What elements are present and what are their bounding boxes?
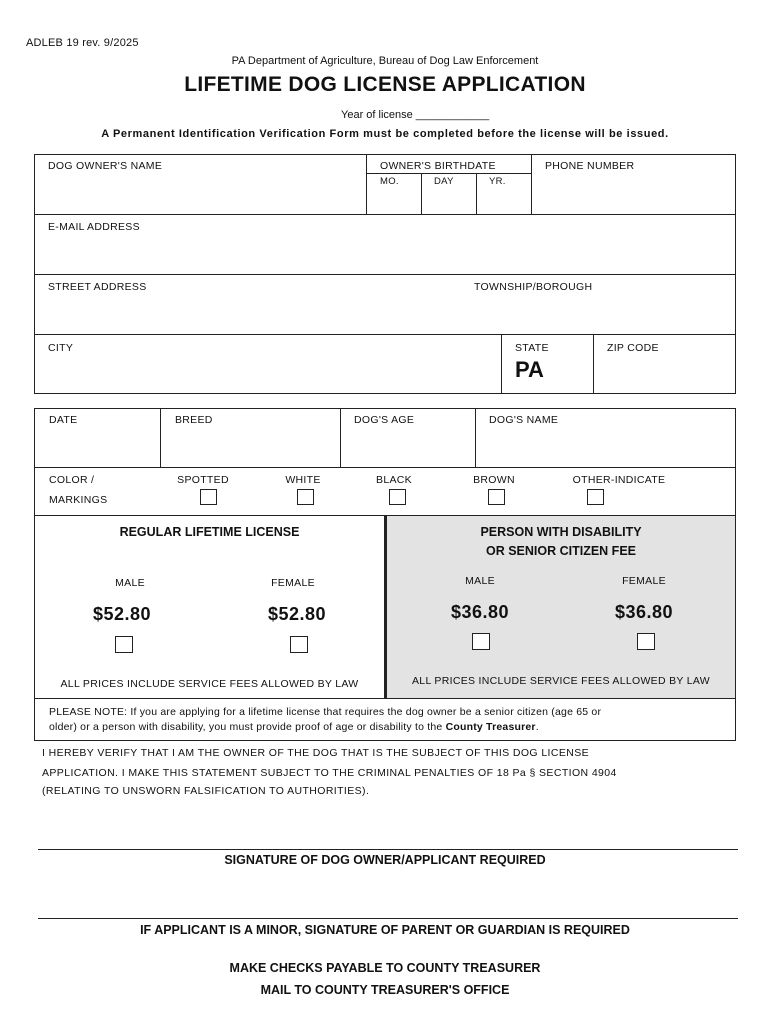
please-note-period: . xyxy=(535,721,539,733)
phone-number-field[interactable]: PHONE NUMBER xyxy=(545,160,635,172)
guardian-signature-label: IF APPLICANT IS A MINOR, SIGNATURE OF PARENT OR GUARDIAN IS REQUIRED xyxy=(140,923,630,937)
breed-field[interactable]: BREED xyxy=(175,414,213,426)
birth-year-field[interactable]: YR. xyxy=(489,176,506,187)
color-markings-label: COLOR / xyxy=(49,474,95,486)
mail-to-note: MAIL TO COUNTY TREASURER'S OFFICE xyxy=(260,983,510,997)
color-option-spotted: SPOTTED xyxy=(177,474,229,486)
regular-male-price: $52.80 xyxy=(92,604,152,624)
birth-day-field[interactable]: DAY xyxy=(434,176,454,187)
verification-line-1: I HEREBY VERIFY THAT I AM THE OWNER OF THE DOG THAT IS THE SUBJECT OF THIS DOG LICENSE xyxy=(42,747,590,759)
disability-male-checkbox[interactable] xyxy=(472,633,490,650)
owner-signature-line[interactable] xyxy=(38,849,738,850)
permanent-id-notice: A Permanent Identification Verification Form must be completed before the license will be issued. xyxy=(101,128,669,140)
state-value: PA xyxy=(515,357,544,382)
black-checkbox[interactable] xyxy=(389,489,406,505)
form-revision: ADLEB 19 rev. 9/2025 xyxy=(26,37,139,49)
township-borough-field[interactable]: TOWNSHIP/BOROUGH xyxy=(474,281,593,293)
disability-male-label: MALE xyxy=(465,575,495,587)
county-treasurer-emphasis: County Treasurer xyxy=(445,721,536,733)
state-label: STATE xyxy=(515,342,549,354)
owner-signature-label: SIGNATURE OF DOG OWNER/APPLICANT REQUIRED xyxy=(224,853,546,867)
street-address-field[interactable]: STREET ADDRESS xyxy=(48,281,147,293)
verification-line-2: APPLICATION. I MAKE THIS STATEMENT SUBJECT TO THE CRIMINAL PENALTIES OF 18 Pa § SECTION 4904 xyxy=(42,767,617,779)
color-markings-label-2: MARKINGS xyxy=(49,494,108,506)
owner-name-field[interactable]: DOG OWNER'S NAME xyxy=(48,160,163,172)
zip-code-field[interactable]: ZIP CODE xyxy=(607,342,659,354)
spotted-checkbox[interactable] xyxy=(200,489,217,505)
year-of-license[interactable]: Year of license ____________ xyxy=(341,109,490,121)
dog-age-field[interactable]: DOG'S AGE xyxy=(354,414,415,426)
brown-checkbox[interactable] xyxy=(488,489,505,505)
owner-birthdate-label: OWNER'S BIRTHDATE xyxy=(380,160,496,172)
disability-male-price: $36.80 xyxy=(450,602,510,622)
license-date-field[interactable]: DATE xyxy=(49,414,78,426)
city-field[interactable]: CITY xyxy=(48,342,74,354)
regular-license-heading: REGULAR LIFETIME LICENSE xyxy=(119,525,300,539)
regular-female-label: FEMALE xyxy=(271,577,315,589)
regular-male-checkbox[interactable] xyxy=(115,636,133,653)
guardian-signature-line[interactable] xyxy=(38,918,738,919)
color-option-other: OTHER-INDICATE xyxy=(572,474,666,486)
form-title: LIFETIME DOG LICENSE APPLICATION xyxy=(184,73,586,96)
verification-line-3: (RELATING TO UNSWORN FALSIFICATION TO AUTHORITIES). xyxy=(42,785,370,797)
disability-fees-note: ALL PRICES INCLUDE SERVICE FEES ALLOWED BY LAW xyxy=(412,675,710,687)
color-option-white: WHITE xyxy=(285,474,321,486)
disability-female-price: $36.80 xyxy=(614,602,674,622)
dog-name-field[interactable]: DOG'S NAME xyxy=(489,414,559,426)
please-note-line-1: PLEASE NOTE: If you are applying for a lifetime license that requires the dog owner be a senior citizen (age 65 or xyxy=(49,706,602,718)
white-checkbox[interactable] xyxy=(297,489,314,505)
other-color-checkbox[interactable] xyxy=(587,489,604,505)
please-note-line-2 xyxy=(49,721,539,733)
please-note-text: older) or a person with disability, you must provide proof of age or disability to the xyxy=(49,721,446,733)
disability-heading-line-1: PERSON WITH DISABILITY xyxy=(480,525,642,539)
disability-heading-line-2: OR SENIOR CITIZEN FEE xyxy=(485,544,636,558)
department-name: PA Department of Agriculture, Bureau of Dog Law Enforcement xyxy=(231,55,539,67)
checks-payable-note: MAKE CHECKS PAYABLE TO COUNTY TREASURER xyxy=(229,961,541,975)
regular-female-price: $52.80 xyxy=(267,604,327,624)
birth-month-field[interactable]: MO. xyxy=(380,176,399,187)
disability-female-label: FEMALE xyxy=(622,575,666,587)
email-address-field[interactable]: E-MAIL ADDRESS xyxy=(48,221,140,233)
regular-female-checkbox[interactable] xyxy=(290,636,308,653)
regular-fees-note: ALL PRICES INCLUDE SERVICE FEES ALLOWED BY LAW xyxy=(60,678,359,690)
disability-female-checkbox[interactable] xyxy=(637,633,655,650)
color-option-black: BLACK xyxy=(376,474,412,486)
color-option-brown: BROWN xyxy=(473,474,515,486)
regular-male-label: MALE xyxy=(115,577,145,589)
